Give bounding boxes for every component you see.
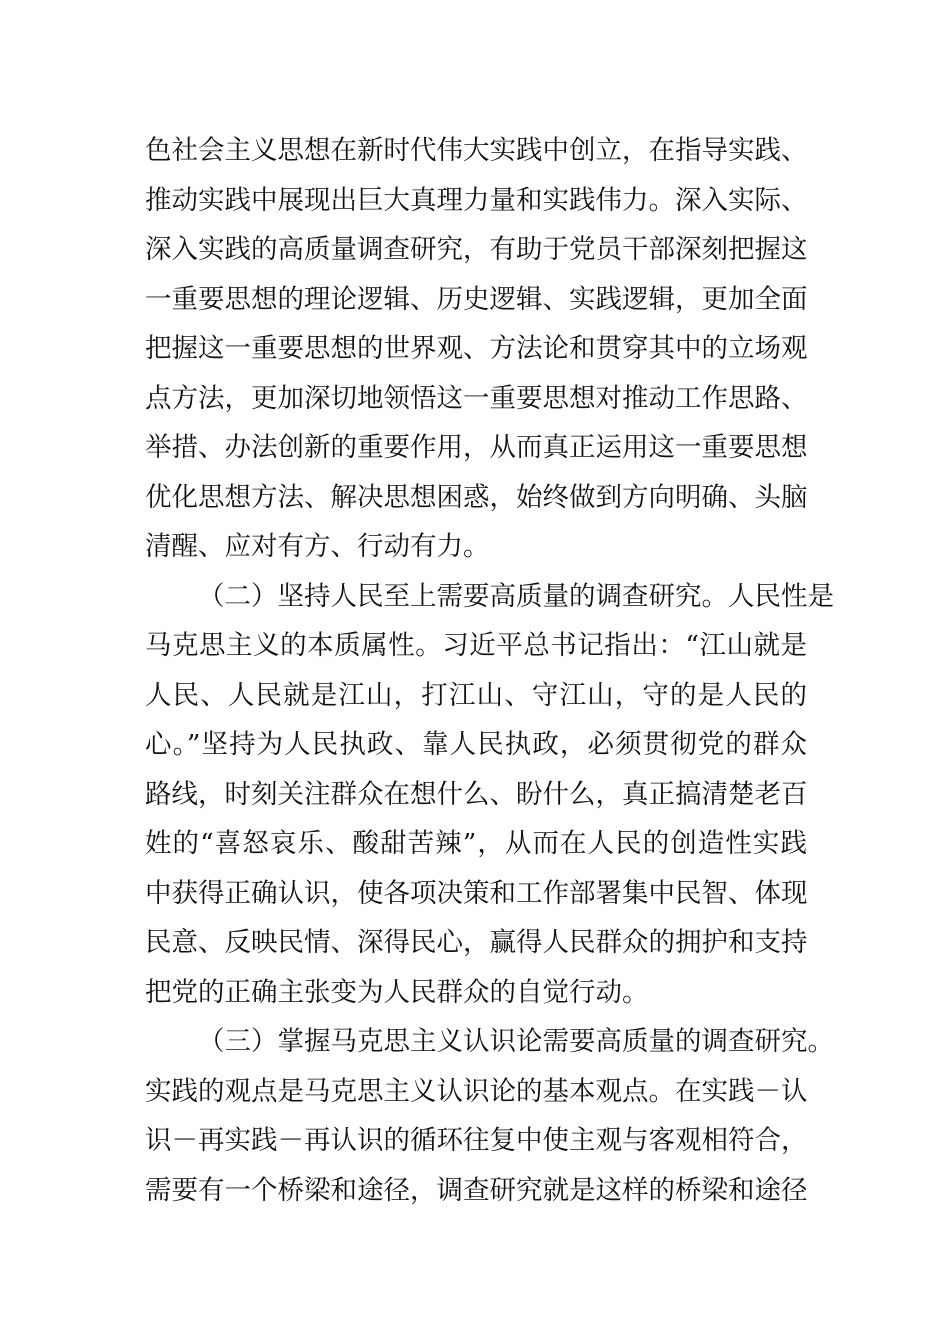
text-line: 实践的观点是马克思主义认识论的基本观点。在实践－认 [145,1075,808,1107]
text-line: 识－再实践－再认识的循环往复中使主观与客观相符合， [145,1125,808,1156]
text-line: 色社会主义思想在新时代伟大实践中创立，在指导实践、 [145,135,808,166]
text-line: （二）坚持人民至上需要高质量的调查研究。人民性是 [198,580,834,612]
text-line: 清醒、应对有方、行动有力。 [145,531,490,562]
text-line: 需要有一个桥梁和途径，调查研究就是这样的桥梁和途径 [145,1174,808,1206]
text-line: 一重要思想的理论逻辑、历史逻辑、实践逻辑，更加全面 [145,283,808,315]
paragraph-1 [145,126,807,572]
text-line: 路线，时刻关注群众在想什么、盼什么，真正搞清楚老百 [145,778,808,810]
text-line: 中获得正确认识，使各项决策和工作部署集中民智、体现 [145,877,808,909]
text-line: 把握这一重要思想的世界观、方法论和贯穿其中的立场观 [145,333,808,364]
text-line: 姓的“喜怒哀乐、酸甜苦辣”，从而在人民的创造性实践 [145,828,807,859]
paragraph-3 [145,1017,834,1215]
text-line: 心。”坚持为人民执政、靠人民执政，必须贯彻党的群众 [145,729,807,760]
text-line: （三）掌握马克思主义认识论需要高质量的调查研究。 [198,1026,834,1057]
text-line: 马克思主义的本质属性。习近平总书记指出：“江山就是 [145,630,807,661]
text-line: 深入实践的高质量调查研究，有助于党员干部深刻把握这 [145,234,808,265]
text-line: 优化思想方法、解决思想困惑，始终做到方向明确、头脑 [145,481,808,513]
paragraph-2 [145,572,834,1018]
text-line: 把党的正确主张变为人民群众的自觉行动。 [145,976,649,1008]
text-line: 推动实践中展现出巨大真理力量和实践伟力。深入实际、 [145,184,808,216]
text-line: 点方法，更加深切地领悟这一重要思想对推动工作思路、 [145,382,808,414]
body-text [145,126,834,1215]
text-line: 民意、反映民情、深得民心，赢得人民群众的拥护和支持 [145,927,808,958]
text-line: 举措、办法创新的重要作用，从而真正运用这一重要思想 [145,432,808,463]
text-line: 人民、人民就是江山，打江山、守江山，守的是人民的 [145,679,807,711]
